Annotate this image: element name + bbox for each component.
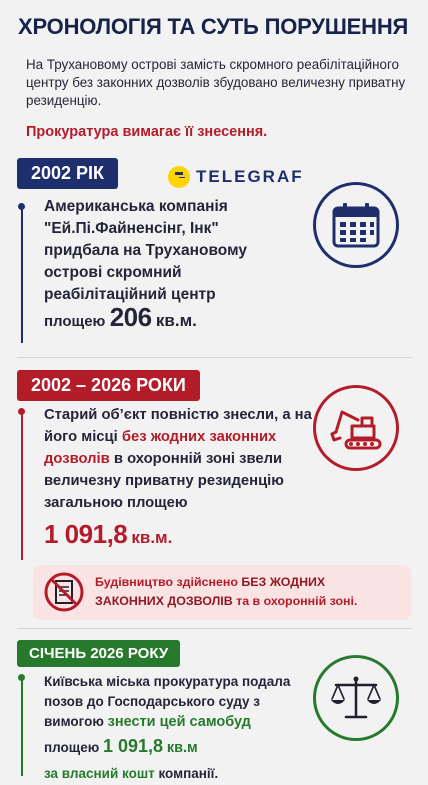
intro-text: На Трухановому острові замість скромного реабілітаційного центру без законних дозволів збудовано величезну приватну резиденцію. xyxy=(26,57,406,108)
section3-area-value: 1 091,8 xyxy=(103,736,164,756)
badge-2002: 2002 РІК xyxy=(17,158,118,189)
warning-text: Будівництво здійснено БЕЗ ЖОДНИХ ЗАКОННИХ ДОЗВОЛІВ та в охоронній зоні. xyxy=(95,575,358,608)
section3-text: Київська міська прокуратура подала позов до Господарського суду з вимогою знести цей самобуд площею 1 091,8 кв.м за власний кошт компанії. xyxy=(44,674,291,781)
timeline-line-3 xyxy=(21,676,23,776)
section1-area-value: 206 xyxy=(109,302,152,332)
no-document-icon xyxy=(43,571,85,613)
section2-area-value: 1 091,8 xyxy=(44,519,128,549)
divider-1 xyxy=(17,357,412,358)
section1-text: Американська компанія "Ей.Пі.Файненсінг, Інк" придбала на Трухановому острові скромний реабілітаційний центр площею 206 кв.м. xyxy=(44,198,247,332)
telegraf-logo-text: TELEGRAF xyxy=(196,167,304,186)
section2-area-unit: кв.м. xyxy=(131,528,173,547)
timeline-dot-1 xyxy=(18,203,25,210)
badge-jan-2026: СІЧЕНЬ 2026 РОКУ xyxy=(17,640,180,667)
section3-area-unit: кв.м xyxy=(166,740,198,756)
section1-area-unit: кв.м. xyxy=(155,311,197,330)
demand-text: Прокуратура вимагає її знесення. xyxy=(26,124,268,140)
excavator-icon xyxy=(313,385,399,471)
telegraf-logo xyxy=(168,166,304,188)
divider-2 xyxy=(17,628,412,629)
scales-icon xyxy=(313,655,399,741)
page-title: ХРОНОЛОГІЯ ТА СУТЬ ПОРУШЕННЯ xyxy=(18,14,409,39)
calendar-icon xyxy=(313,182,399,268)
timeline-line-2 xyxy=(21,410,23,560)
telegraf-logo-icon xyxy=(168,166,190,188)
timeline-dot-3 xyxy=(18,674,25,681)
warning-box xyxy=(33,565,411,620)
timeline-line-1 xyxy=(21,205,23,343)
section2-text: Старий об’єкт повністю знесли, а на його місці без жодних законних дозволів в охоронній зоні звели величезну приватну резиденцію загальною площею 1 091,8 кв.м. xyxy=(44,407,312,549)
badge-2002-2026: 2002 – 2026 РОКИ xyxy=(17,370,200,401)
timeline-dot-2 xyxy=(18,408,25,415)
